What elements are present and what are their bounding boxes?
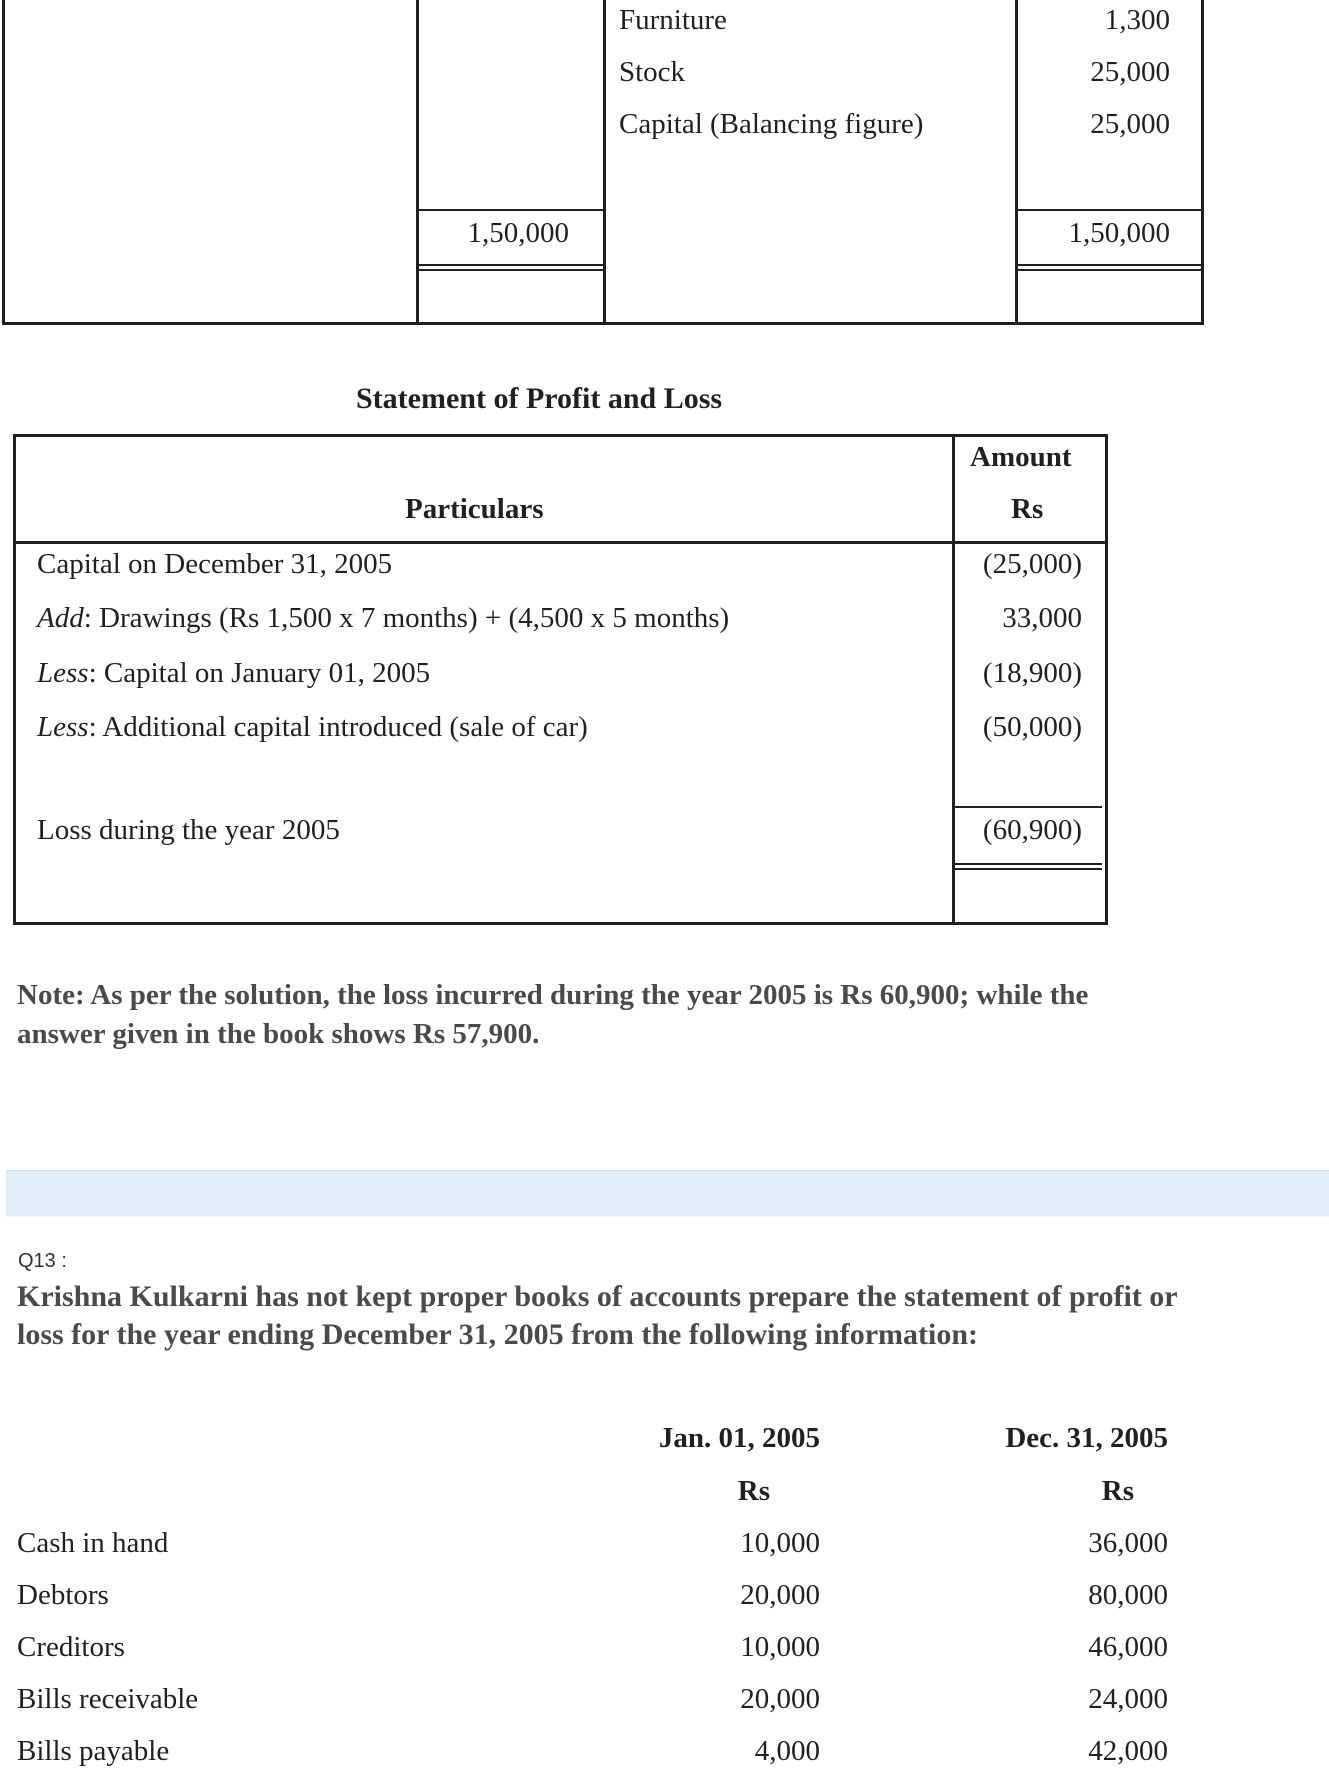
row-amount: 25,000: [1090, 56, 1170, 88]
pl-row-text: : Additional capital introduced (sale of car): [88, 711, 588, 743]
table-divider: [416, 0, 419, 325]
total-rule: [1015, 209, 1203, 211]
pl-result-label: Loss during the year 2005: [37, 814, 340, 846]
question-text: [17, 1278, 1317, 1354]
row-label: Capital (Balancing figure): [619, 108, 924, 140]
header-currency: Rs: [1011, 493, 1044, 525]
row-label: Stock: [619, 56, 686, 88]
pl-row-prefix: Less: [37, 657, 89, 689]
pl-row-text: : Drawings (Rs 1,500 x 7 months) + (4,500 x 5 months): [83, 602, 730, 634]
pl-total-rule: [952, 863, 1102, 865]
total-right: 1,50,000: [1068, 217, 1170, 249]
total-rule: [416, 209, 604, 211]
pl-row-label: [37, 656, 430, 690]
col-header-dec: Dec. 31, 2005: [1005, 1422, 1168, 1454]
info-row-label: Creditors: [17, 1631, 125, 1663]
pl-row-label: [37, 547, 392, 581]
question-label: Q13 :: [18, 1250, 67, 1272]
info-row-label: Bills payable: [17, 1735, 170, 1767]
info-row-jan: 20,000: [740, 1683, 820, 1715]
info-row-jan: 10,000: [740, 1631, 820, 1663]
section-separator-band: [6, 1170, 1329, 1217]
total-rule: [416, 269, 604, 271]
table-border-right: [1201, 0, 1204, 325]
table-border-bottom: [2, 322, 1204, 325]
table-border-left: [2, 0, 5, 325]
pl-row-prefix: Add: [37, 602, 84, 634]
col-header-jan: Jan. 01, 2005: [658, 1422, 820, 1454]
pl-row-amount: (18,900): [982, 657, 1082, 689]
row-label: Furniture: [619, 4, 727, 36]
info-row-dec: 42,000: [1088, 1735, 1168, 1767]
info-row-label: Cash in hand: [17, 1527, 169, 1559]
pl-row-amount: (50,000): [982, 711, 1082, 743]
total-rule: [1015, 264, 1203, 266]
info-row-dec: 24,000: [1088, 1683, 1168, 1715]
table-divider: [603, 0, 606, 325]
header-amount: Amount: [970, 441, 1072, 473]
pl-row-amount: 33,000: [1002, 602, 1082, 634]
pl-header-rule: [13, 541, 1105, 544]
pl-row-text: : Capital on January 01, 2005: [88, 657, 431, 689]
pl-row-amount: (25,000): [982, 548, 1082, 580]
pl-total-rule: [952, 806, 1102, 808]
question-line-2: loss for the year ending December 31, 2005 from the following information:: [17, 1318, 979, 1351]
row-amount: 1,300: [1104, 4, 1170, 36]
question-line-1: Krishna Kulkarni has not kept proper books of accounts prepare the statement of profit or: [17, 1280, 1178, 1313]
note-line-2: answer given in the book shows Rs 57,900.: [17, 1018, 540, 1050]
info-row-jan: 20,000: [740, 1579, 820, 1611]
note-line-1: Note: As per the solution, the loss incurred during the year 2005 is Rs 60,900; while the: [17, 979, 1089, 1011]
pl-row-label: [37, 710, 588, 744]
info-row-label: Bills receivable: [17, 1683, 199, 1715]
table-divider: [1015, 0, 1018, 325]
info-row-dec: 46,000: [1088, 1631, 1168, 1663]
total-rule: [416, 264, 604, 266]
info-row-dec: 36,000: [1088, 1527, 1168, 1559]
pl-row-label: [37, 601, 729, 635]
info-row-label: Debtors: [17, 1579, 109, 1611]
pl-row-text: Capital on December 31, 2005: [37, 548, 393, 580]
info-row-jan: 10,000: [740, 1527, 820, 1559]
statement-title: Statement of Profit and Loss: [356, 382, 723, 415]
header-particulars: Particulars: [405, 493, 544, 525]
total-rule: [1015, 269, 1203, 271]
info-row-jan: 4,000: [754, 1735, 820, 1767]
info-row-dec: 80,000: [1088, 1579, 1168, 1611]
pl-result-amount: (60,900): [982, 814, 1082, 846]
col-currency-jan: Rs: [737, 1475, 770, 1507]
total-left: 1,50,000: [467, 217, 569, 249]
row-amount: 25,000: [1090, 108, 1170, 140]
pl-row-prefix: Less: [37, 711, 89, 743]
pl-total-rule: [952, 868, 1102, 870]
col-currency-dec: Rs: [1101, 1475, 1134, 1507]
